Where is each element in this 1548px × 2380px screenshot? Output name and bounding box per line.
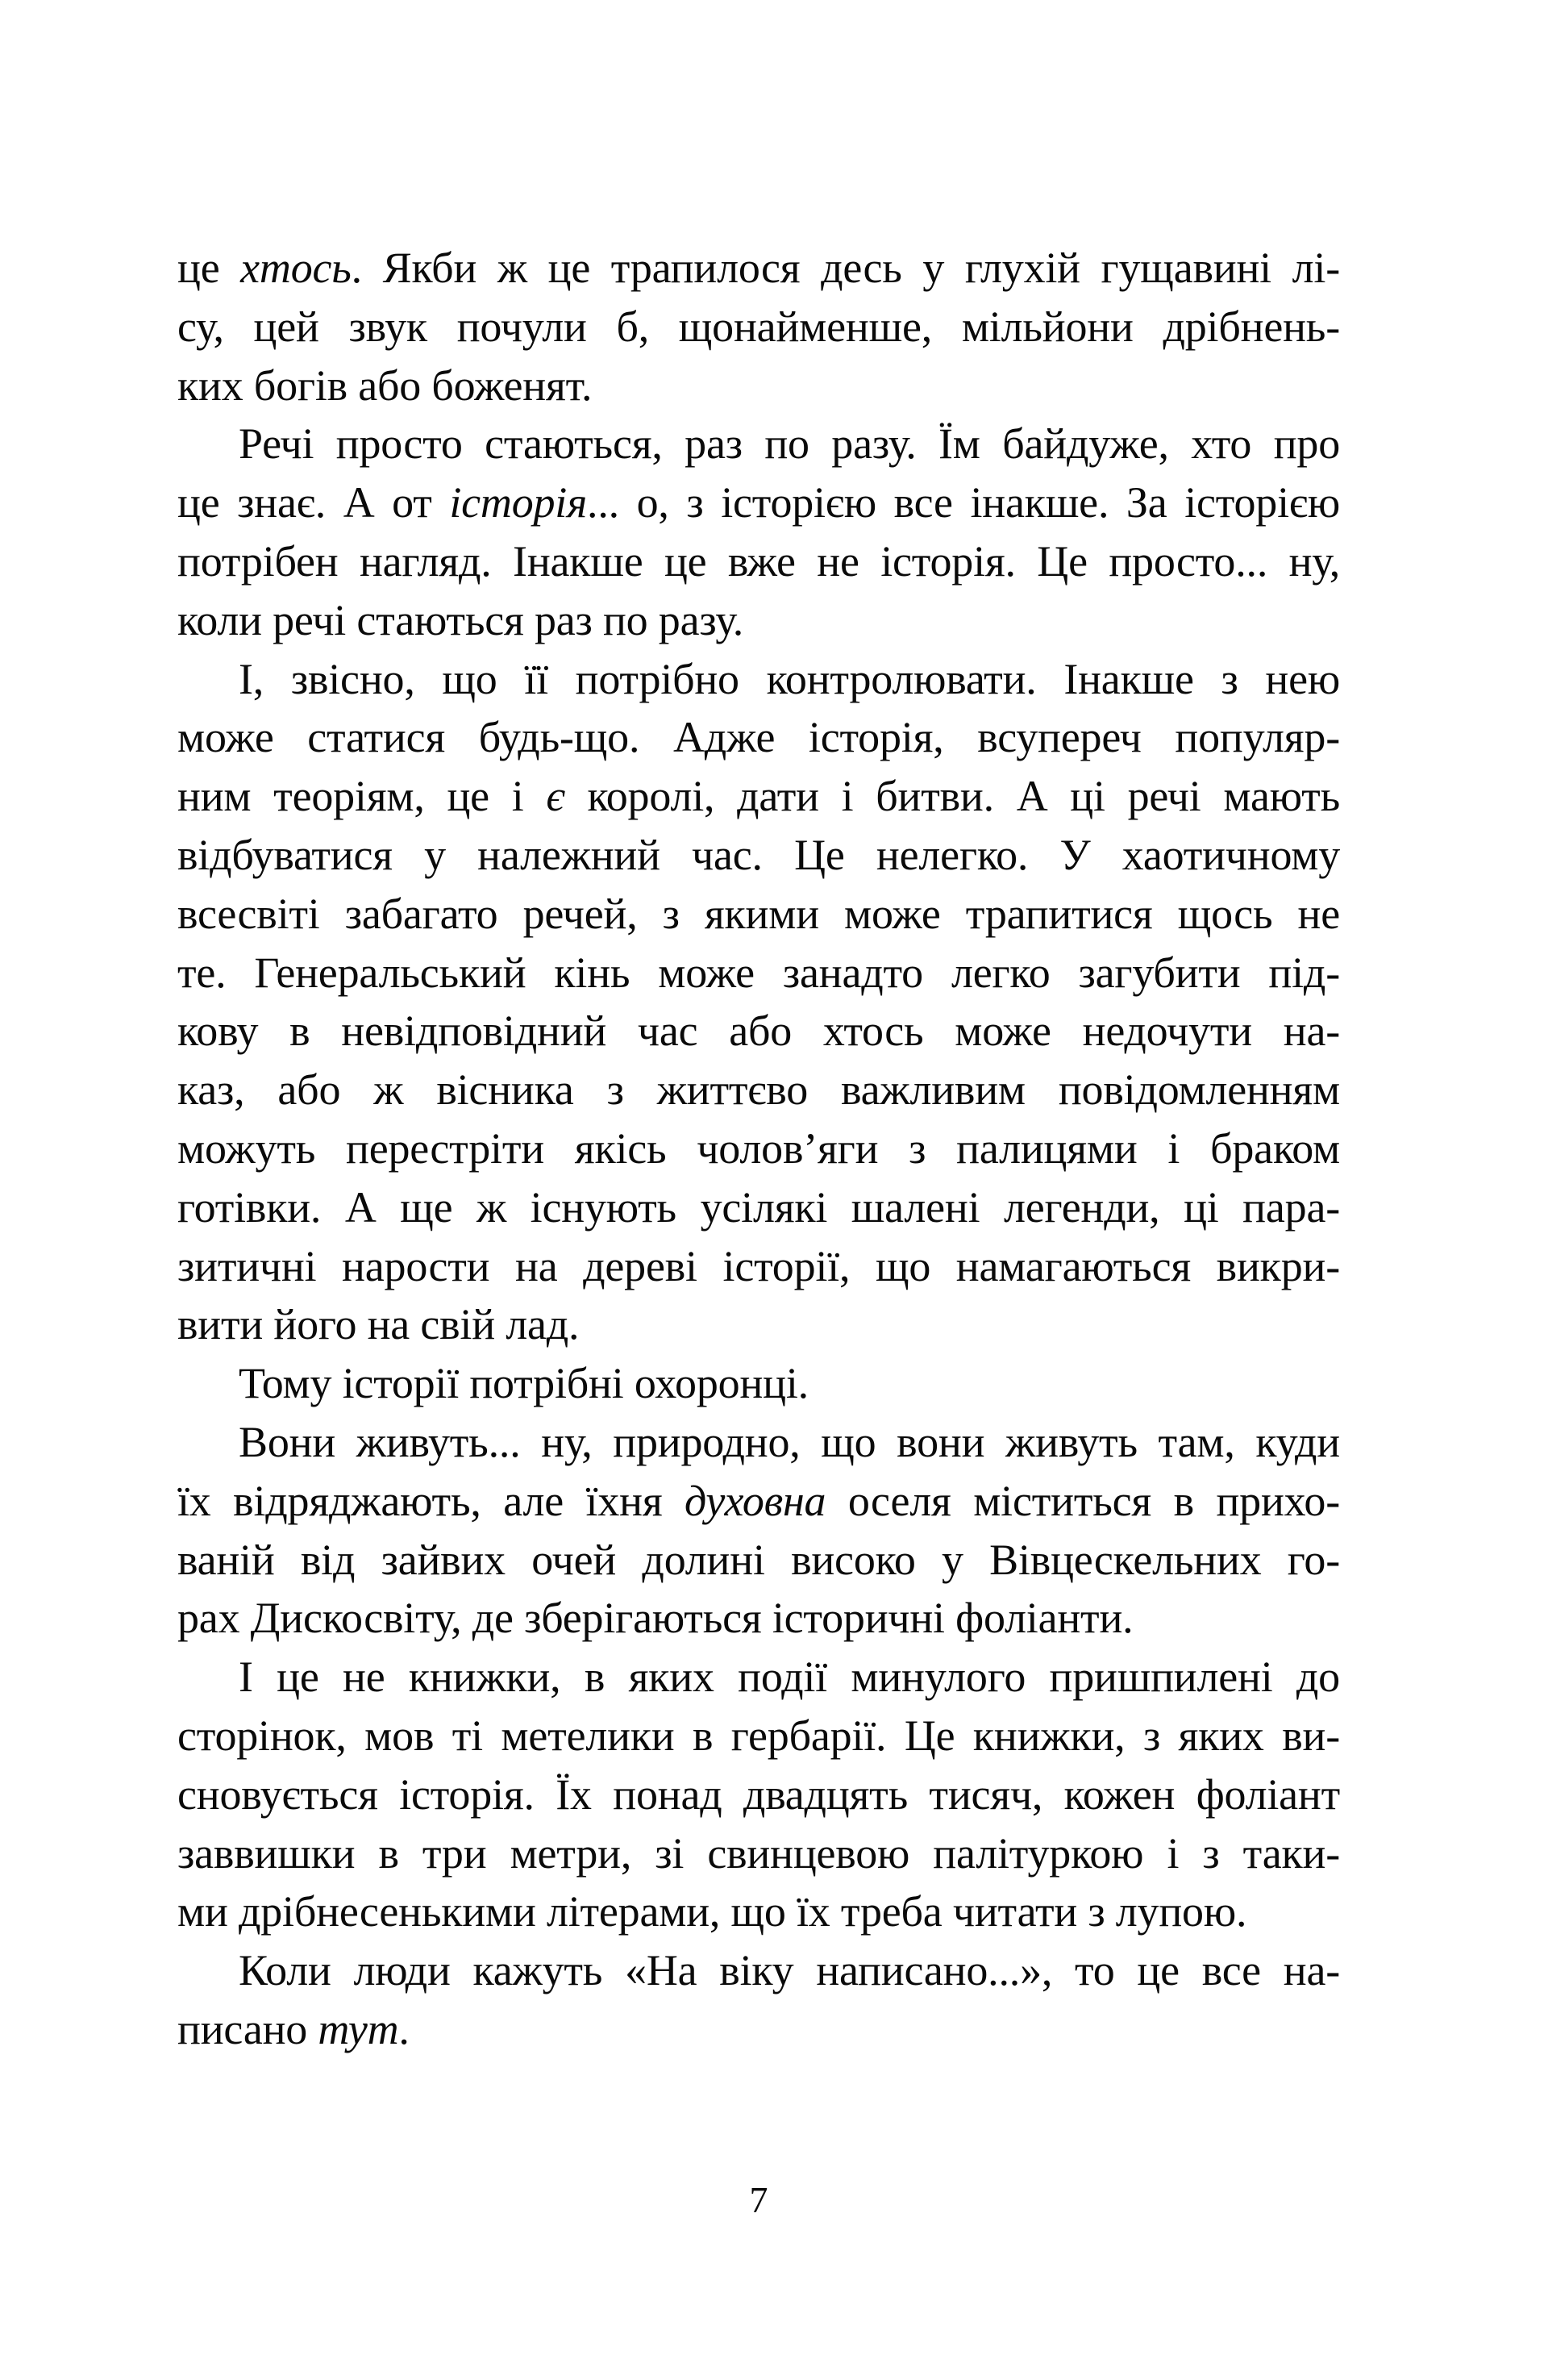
text-segment: рах Дискосвіту, де зберігаються історичні фоліанти. <box>177 1594 1134 1643</box>
text-segment: можуть перестріти якісь чолов’яги з палицями і браком <box>177 1123 1340 1173</box>
paragraph <box>177 650 1340 1355</box>
text-line <box>177 2000 1340 2059</box>
paragraph <box>177 1413 1340 1648</box>
text-segment: су, цей звук почули б, щонайменше, мільйони дрібнень- <box>177 302 1340 351</box>
text-line <box>177 1413 1340 1472</box>
text-line <box>177 239 1340 298</box>
text-line <box>177 650 1340 709</box>
text-segment: їх відряджають, але їхня <box>177 1476 685 1525</box>
italic-text: тут <box>318 2004 399 2053</box>
italic-text: духовна <box>685 1476 826 1525</box>
text-segment: готівки. А ще ж існують усілякі шалені легенди, ці пара- <box>177 1182 1340 1232</box>
text-line <box>177 1824 1340 1883</box>
text-line <box>177 1237 1340 1296</box>
paragraph <box>177 1648 1340 1941</box>
text-segment: І це не книжки, в яких події минулого пришпилені до <box>239 1653 1340 1702</box>
text-line <box>177 1648 1340 1707</box>
text-segment: королі, дати і битви. А ці речі мають <box>564 772 1340 821</box>
text-segment: вити його на свій лад. <box>177 1300 580 1349</box>
text-line <box>177 1941 1340 2000</box>
italic-text: історія <box>449 478 588 527</box>
text-line <box>177 1472 1340 1531</box>
text-line <box>177 591 1340 650</box>
paragraph <box>177 239 1340 415</box>
text-line <box>177 1002 1340 1061</box>
text-segment: . Якби ж це трапилося десь у глухій гущавині лі- <box>351 244 1340 292</box>
text-segment: каз, або ж вісника з життєво важливим повідомленням <box>177 1065 1340 1115</box>
text-segment: це <box>177 244 241 292</box>
text-segment: те. Генеральський кінь може занадто легко загубити під- <box>177 948 1340 997</box>
paragraph <box>177 1941 1340 2059</box>
text-segment: ми дрібнесенькими літерами, що їх треба читати з лупою. <box>177 1887 1247 1936</box>
text-line <box>177 767 1340 826</box>
text-line <box>177 415 1340 473</box>
text-segment: відбуватися у належний час. Це нелегко. У хаотичному <box>177 830 1340 879</box>
text-line <box>177 1178 1340 1237</box>
text-line <box>177 1119 1340 1178</box>
text-line <box>177 1531 1340 1590</box>
text-segment: ... о, з історією все інакше. За історією <box>587 478 1341 527</box>
text-block <box>177 239 1340 2059</box>
text-segment: Вони живуть... ну, природно, що вони живуть там, куди <box>239 1417 1340 1466</box>
text-segment: це знає. А от <box>177 478 450 527</box>
text-line <box>177 1295 1340 1354</box>
text-line <box>177 708 1340 767</box>
text-line <box>177 885 1340 944</box>
text-line <box>177 356 1340 415</box>
paragraph <box>177 415 1340 649</box>
italic-text: є <box>546 772 565 821</box>
text-segment: ких богів або боженят. <box>177 361 593 410</box>
text-segment: всесвіті забагато речей, з якими може трапитися щось не <box>177 889 1340 938</box>
text-line <box>177 944 1340 1002</box>
text-segment: зитичні нарости на дереві історії, що намагаються викри- <box>177 1241 1340 1290</box>
text-segment: ваній від зайвих очей долині високо у Вівцескельних го- <box>177 1535 1340 1584</box>
text-segment: сновується історія. Їх понад двадцять тисяч, кожен фоліант <box>177 1769 1340 1819</box>
text-line <box>177 1589 1340 1648</box>
text-segment: Речі просто стаються, раз по разу. Їм байдуже, хто про <box>239 419 1340 469</box>
text-segment: . <box>398 2004 410 2053</box>
text-segment: сторінок, мов ті метелики в гербарії. Це книжки, з яких ви- <box>177 1711 1340 1760</box>
text-line <box>177 1707 1340 1765</box>
text-segment: оселя міститься в прихо- <box>826 1476 1340 1525</box>
page-number: 7 <box>749 2179 768 2220</box>
text-segment: коли речі стаються раз по разу. <box>177 595 744 644</box>
text-line <box>177 473 1340 532</box>
text-segment: Тому історії потрібні охоронці. <box>239 1359 809 1408</box>
text-segment: заввишки в три метри, зі свинцевою палітуркою і з таки- <box>177 1828 1340 1878</box>
text-segment: писано <box>177 2004 318 2053</box>
text-line <box>177 298 1340 356</box>
text-segment: потрібен нагляд. Інакше це вже не історія. Це просто... ну, <box>177 536 1340 586</box>
text-line <box>177 1354 1340 1413</box>
text-segment: може статися будь-що. Адже історія, всупереч популяр- <box>177 713 1340 762</box>
text-segment: кову в невідповідний час або хтось може недочути на- <box>177 1007 1340 1056</box>
text-line <box>177 1061 1340 1119</box>
text-segment: ним теоріям, це і <box>177 772 547 821</box>
paragraph <box>177 1354 1340 1413</box>
text-segment: Коли люди кажуть «На віку написано...», то це все на- <box>239 1946 1340 1995</box>
italic-text: хтось <box>240 244 352 292</box>
text-line <box>177 1765 1340 1824</box>
text-segment: І, звісно, що її потрібно контролювати. Інакше з нею <box>239 654 1340 703</box>
text-line <box>177 532 1340 591</box>
text-line <box>177 1882 1340 1941</box>
text-line <box>177 826 1340 885</box>
